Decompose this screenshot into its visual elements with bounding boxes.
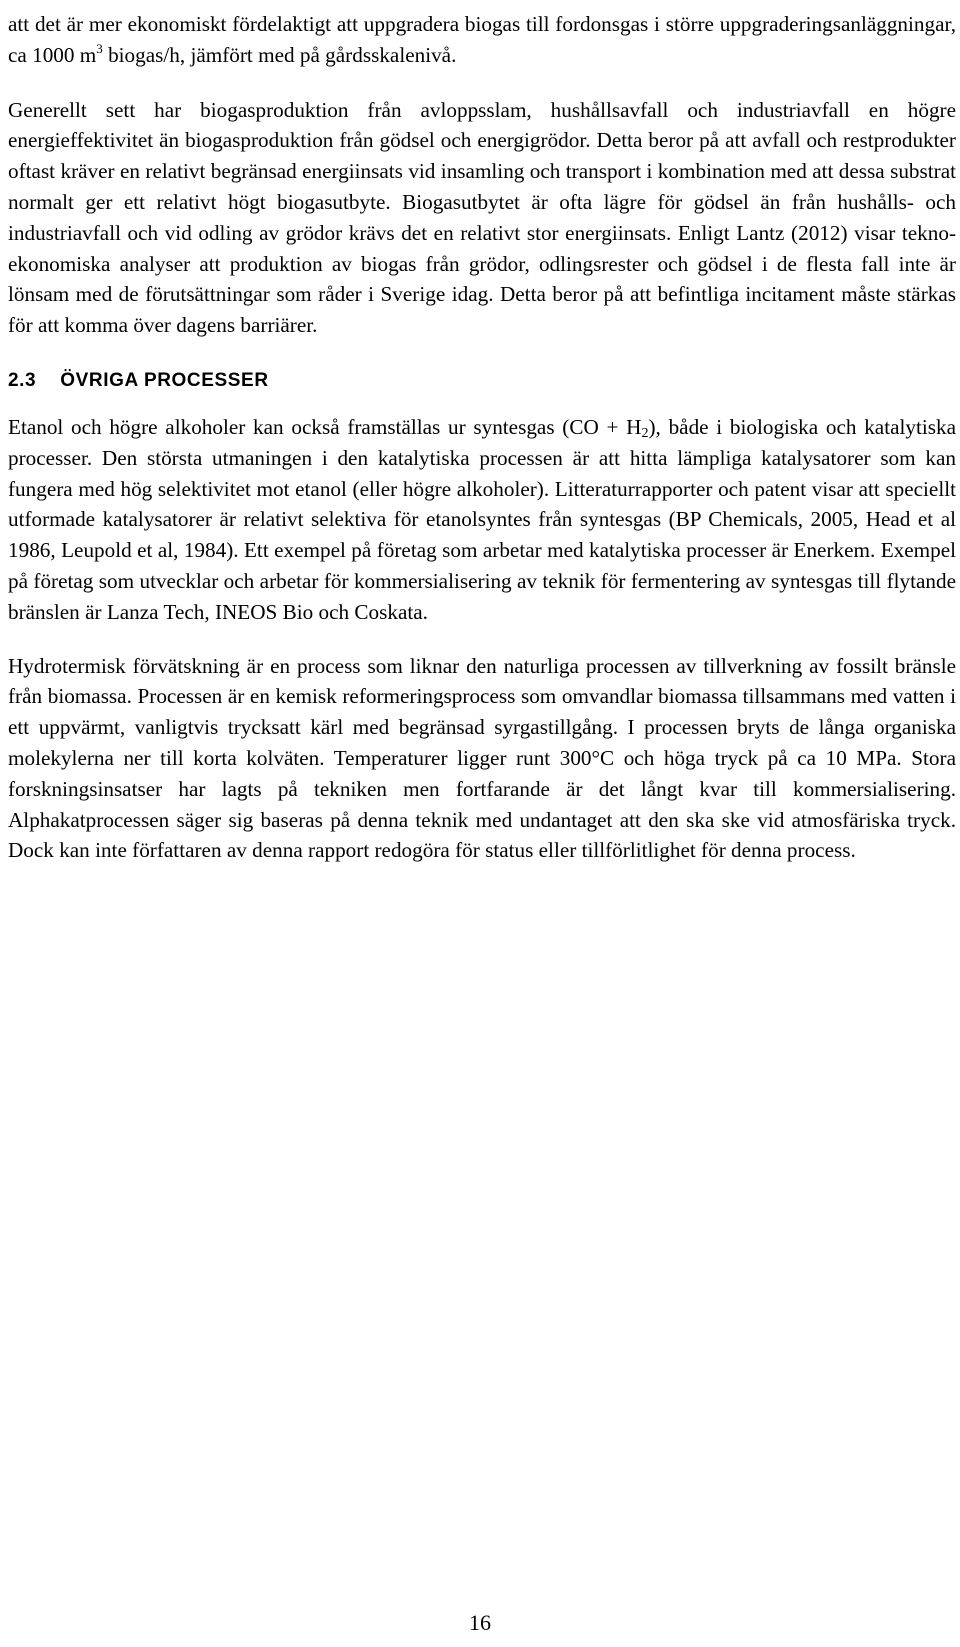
section-heading	[8, 368, 956, 394]
paragraph-energy-efficiency: Generellt sett har biogasproduktion från avloppsslam, hushållsavfall och industriavfall en högre energieffektivitet än biogasproduktion från gödsel och energigrödor. Detta beror på att avfall och restprodukter oftast kräver en relativt begränsad energiinsats vid insamling och transport i kombination med att dessa substrat normalt ger ett relativt högt biogasutbyte. Biogasutbytet är ofta lägre för gödsel än från hushålls- och industriavfall och vid odling av grödor krävs det en relativt stor energiinsats. Enligt Lantz (2012) visar tekno-ekonomiska analyser att produktion av biogas från grödor, odlingsrester och gödsel i de flesta fall inte är lönsam med de förutsättningar som råder i Sverige idag. Detta beror på att befintliga incitament måste stärkas för att komma över dagens barriärer.	[8, 97, 956, 338]
paragraph-text: Etanol och högre alkoholer kan också framställas ur syntesgas (CO + H	[8, 414, 642, 439]
paragraph-syngas-alcohols	[8, 412, 956, 628]
section-number: 2.3	[8, 369, 37, 391]
paragraph-biogas-upgrading	[8, 9, 956, 71]
paragraph-hydrothermal-liquefaction: Hydrotermisk förvätskning är en process som liknar den naturliga processen av tillverkning av fossilt bränsle från biomassa. Processen är en kemisk reformeringsprocess som omvandlar biomassa tillsammans med vatten i ett uppvärmt, vanligtvis trycksatt kärl med begränsad syrgastillgång. I processen bryts de långa organiska molekylerna ner till korta kolväten. Temperaturer ligger runt 300°C och höga tryck på ca 10 MPa. Stora forskningsinsatser har lagts på tekniken men fortfarande är det långt kvar till kommersialisering. Alphakatprocessen säger sig baseras på denna teknik med undantaget att den ska ske vid atmosfäriska tryck. Dock kan inte författaren av denna rapport redogöra för status eller tillförlitlighet för denna process.	[8, 653, 956, 863]
subscript-index: 2	[641, 425, 649, 441]
section-title: ÖVRIGA PROCESSER	[60, 369, 269, 391]
paragraph-text: ), både i biologiska och katalytiska processer. Den största utmaningen i den katalytiska processen är att hitta lämpliga katalysatorer som kan fungera med hög selektivitet mot etanol (eller högre alkoholer). Litteraturrapporter och patent visar att speciellt utformade katalysatorer är relativt selektiva för etanolsyntes från syntesgas (BP Chemicals, 2005, Head et al 1986, Leupold et al, 1984). Ett exempel på företag som arbetar med katalytiska processer är Enerkem. Exempel på företag som utvecklar och arbetar för kommersialisering av teknik för fermentering av syntesgas till flytande bränslen är Lanza Tech, INEOS Bio och Coskata.	[8, 414, 957, 624]
paragraph-text: att det är mer ekonomiskt fördelaktigt att uppgradera biogas till fordonsgas i större uppgraderingsanläggningar, ca 1000 m	[8, 12, 956, 67]
paragraph-text: biogas/h, jämfört med på gårdsskalenivå.	[102, 42, 457, 67]
superscript-exponent: 3	[96, 40, 103, 56]
page-number: 16	[469, 1610, 491, 1635]
